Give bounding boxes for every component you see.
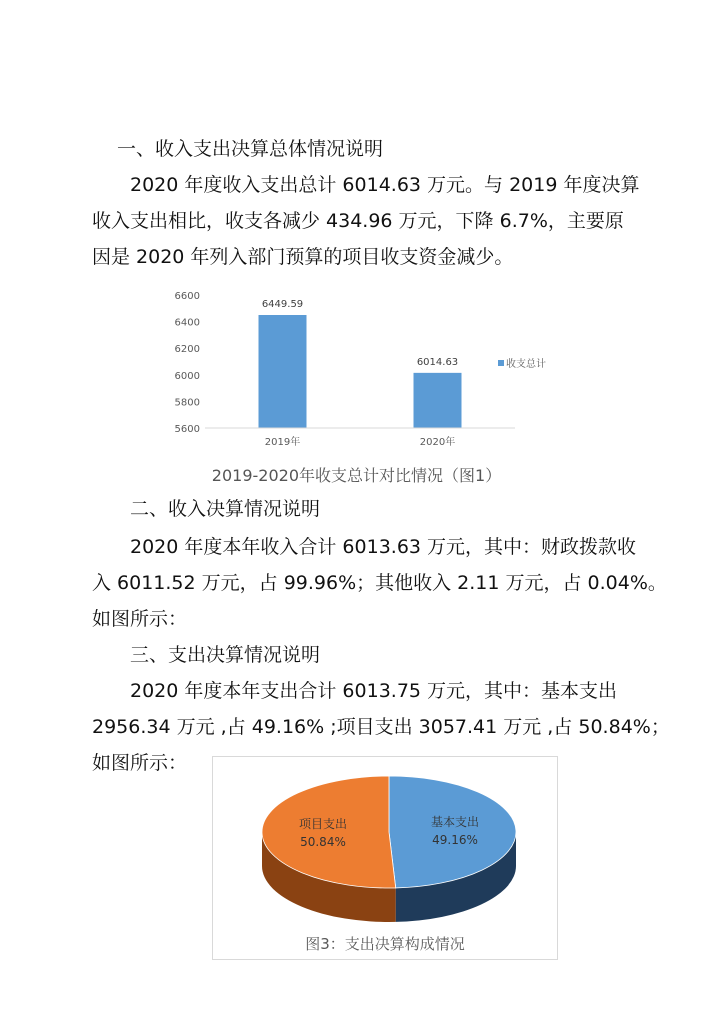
- section-3-line-1: 2020 年度本年支出合计 6013.75 万元，其中：基本支出: [130, 680, 618, 702]
- pie-chart: [213, 757, 557, 959]
- bar-legend: [498, 357, 546, 370]
- pie-slice-percent: 50.84%: [300, 834, 346, 849]
- bar-x-axis: [205, 428, 515, 448]
- y-tick-label: 6000: [174, 370, 200, 382]
- section-2-line-2: 入 6011.52 万元，占 99.96%；其他收入 2.11 万元，占 0.04%。: [92, 572, 667, 594]
- y-tick-label: 6200: [174, 344, 200, 356]
- pie-chart-frame: [212, 756, 558, 960]
- section-3-line-3: 如图所示：: [92, 752, 188, 774]
- section-1-heading: 一、收入支出决算总体情况说明: [117, 138, 384, 160]
- bar-data-label: 6014.63: [416, 356, 459, 368]
- bar-chart-caption: 2019-2020年收支总计对比情况（图1）: [211, 466, 502, 485]
- y-tick-label: 6400: [174, 317, 200, 329]
- section-2-heading: 二、收入决算情况说明: [130, 498, 321, 520]
- section-2-line-3: 如图所示：: [92, 608, 188, 630]
- y-tick-label: 5600: [174, 424, 200, 435]
- x-tick-label: 2020年: [419, 437, 456, 448]
- bar-y-axis: [175, 291, 200, 435]
- pie-slice-label: 项目支出: [298, 816, 347, 831]
- legend-swatch: [498, 360, 504, 366]
- pie-chart-caption: 图3：支出决算构成情况: [305, 935, 465, 953]
- bar-chart: [160, 282, 560, 462]
- pie-slice-label: 基本支出: [431, 815, 480, 830]
- section-3-line-2: 2956.34 万元 ,占 49.16% ;项目支出 3057.41 万元 ,占 50.84%；: [92, 716, 670, 738]
- y-tick-label: 5800: [174, 397, 200, 409]
- bar-series: [259, 299, 462, 428]
- section-1-line-1: 2020 年度收入支出总计 6014.63 万元。与 2019 年度决算: [130, 174, 640, 196]
- bar-2: [414, 373, 462, 428]
- y-tick-label: 6600: [174, 291, 200, 302]
- legend-label: 收支总计: [506, 359, 546, 370]
- section-2-line-1: 2020 年度本年收入合计 6013.63 万元，其中：财政拨款收: [130, 536, 637, 558]
- section-1-line-3: 因是 2020 年列入部门预算的项目收支资金减少。: [92, 246, 514, 268]
- bar-data-label: 6449.59: [261, 299, 304, 311]
- section-3-heading: 三、支出决算情况说明: [130, 644, 321, 666]
- pie-slice-percent: 49.16%: [432, 833, 478, 848]
- section-1-line-2: 收入支出相比，收支各减少 434.96 万元，下降 6.7%，主要原: [92, 210, 624, 232]
- x-tick-label: 2019年: [264, 437, 301, 448]
- bar-1: [259, 315, 307, 428]
